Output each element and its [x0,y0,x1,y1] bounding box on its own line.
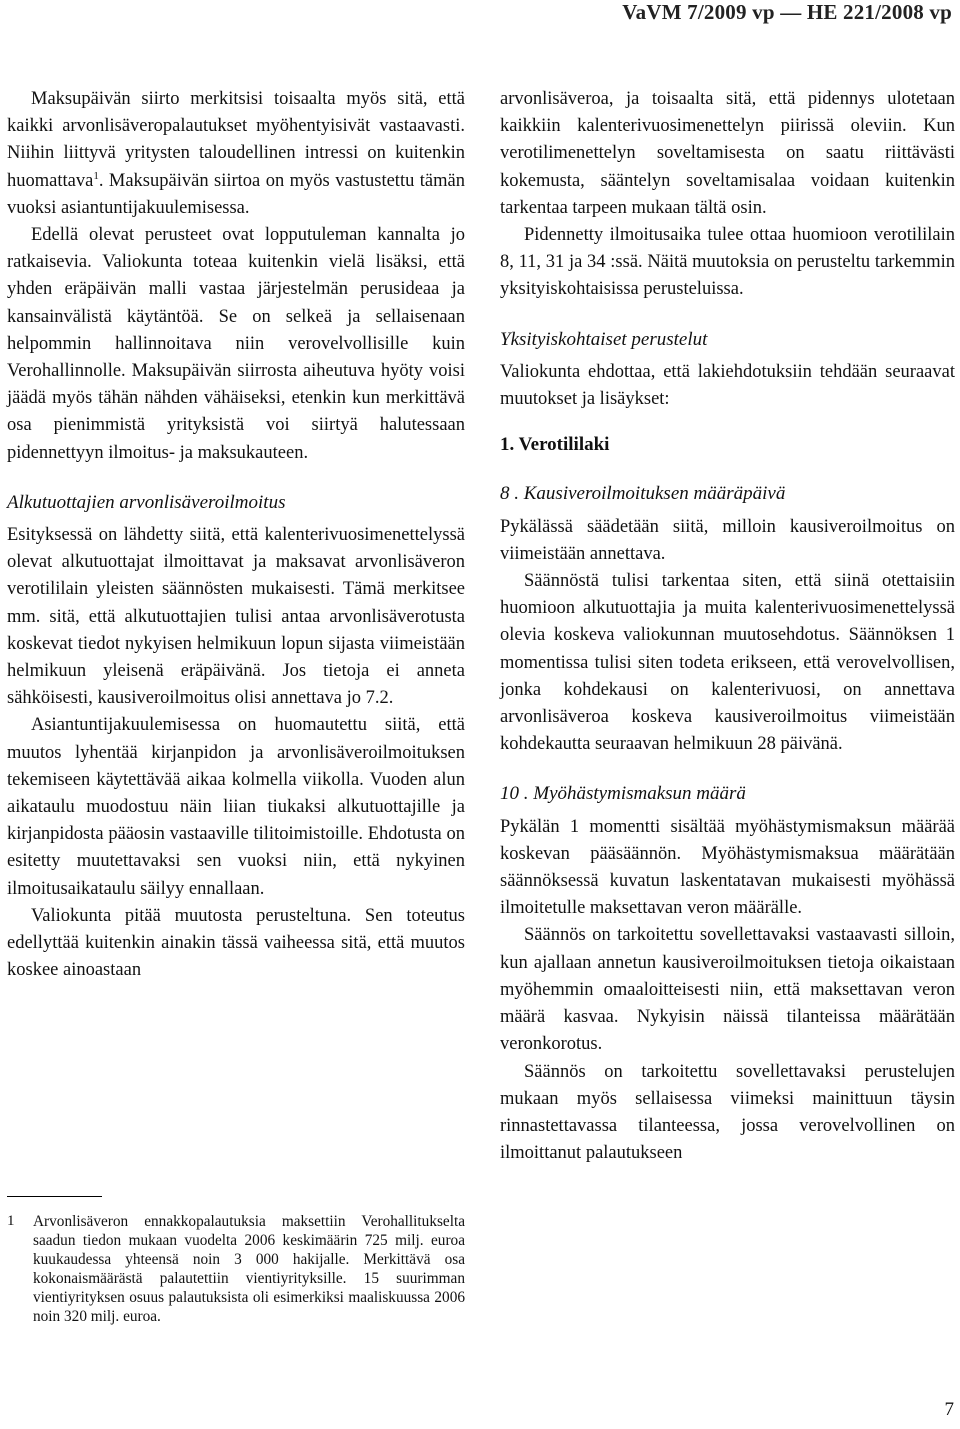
paragraph [7,86,465,222]
paragraph: Valiokunta ehdottaa, että lakiehdotuksiin tehdään seuraavat muutokset ja lisäykset: [500,361,955,410]
paragraph-text: . Maksupäivän siirtoa on myös vastustettu tämän vuoksi asiantuntijakuulemisessa. [7,170,465,218]
paragraph: Pidennetty ilmoitusaika tulee ottaa huomioon verotililain 8, 11, 31 ja 34 :ssä. Näitä muutoksia on perusteltu tarkemmin yksityiskohtaisissa perusteluissa. [500,225,955,300]
footnote-text: Arvonlisäveron ennakkopalautuksia maksettiin Verohallitukselta saadun tiedon mukaan vuodelta 2006 keskimäärin 725 milj. euroa kuukaudessa yhteensä noin 3 000 hakijalle. Merkittävä osa kokonaismäärästä palautettiin vientiyrityksille. 15 suurimman vientiyrityksen osuus palautuksista oli esimerkiksi maaliskuussa 2006 noin 320 milj. euroa. [33,1213,465,1325]
footnote-divider [7,1196,102,1197]
page-number: 7 [944,1399,954,1420]
footnote-reference: 1 [93,169,99,182]
footnote [7,1212,465,1326]
left-column [7,86,465,985]
paragraph: Esityksessä on lähdetty siitä, että kalenterivuosimenettelyssä olevat alkutuottajat ilmoittavat ja maksavat arvonlisäveron verotililain yleisten säännösten mukaisesti. Tämä merkitsee mm. sitä, että alkutuottajien tulisi antaa arvonlisäverotusta koskevat tiedot nykyisen helmikuun lopun sijasta viimeistään helmikuun yleisenä eräpäivänä. Jos tietoja ei anneta sähköisesti, kausiveroilmoitus olisi annettava jo 7.2. [7,525,465,709]
document-header: VaVM 7/2009 vp — HE 221/2008 vp [622,0,952,24]
paragraph: Säännöstä tulisi tarkentaa siten, että siinä otettaisiin huomioon alkutuottajia ja muita kalenterivuosimenettelyssä olevia koskeva valiokunnan muutosehdotus. Säännöksen 1 momentissa tulisi siten todeta erikseen, että verovelvollisen, jonka kohdekausi on kalenterivuosi, on annettava arvonlisäveroa koskeva kausiveroilmoitus viimeistään kohdekautta seuraavan helmikuun 28 päivänä. [500,571,955,755]
paragraph: Pykälän 1 momentti sisältää myöhästymismaksun määrää koskevan pääsäännön. Myöhästymismaksua määrätään säännöksessä kuvatun laskentatavan mukaisesti myöhässä ilmoitetulle maksettavan veron määrälle. [500,816,955,919]
paragraph: Asiantuntijakuulemisessa on huomautettu siitä, että muutos lyhentää kirjanpidon ja arvonlisäveroilmoituksen tekemiseen käytettävää aikaa kolmella viikolla. Vuoden alun aikataulu muodostuu näin liian tiukaksi alkutuottajille ja kirjanpidosta pääosin vastaaville tilitoimistoille. Ehdotusta on esitetty muutettavaksi sen vuoksi niin, että nykyinen ilmoitusaikataulu säilyy ennallaan. [7,715,465,899]
law-heading: 1. Verotililaki [500,434,610,456]
paragraph-text: Maksupäivän siirto merkitsisi toisaalta myös sitä, että kaikki arvonlisäveropalautukset myöhentyisivät vastaavasti. Niihin liittyvä yritysten taloudellinen intressi on kuitenkin huomattava [7,89,465,191]
footnote-number: 1 [7,1213,15,1229]
paragraph: Pykälässä säädetään siitä, milloin kausiveroilmoitus on viimeistään annettava. [500,516,955,564]
paragraph: Säännös on tarkoitettu sovellettavaksi perustelujen mukaan myös sellaisessa viimeksi mainittuun täysin rinnastettavassa tilanteessa, jossa verovelvollinen on ilmoittanut palautukseen [500,1061,955,1164]
section-heading: Yksityiskohtaiset perustelut [500,328,708,350]
section-heading: Alkutuottajien arvonlisäveroilmoitus [7,491,286,513]
section-heading: 8 . Kausiveroilmoituksen määräpäivä [500,483,786,505]
right-column [500,86,955,1167]
paragraph: Säännös on tarkoitettu sovellettavaksi vastaavasti silloin, kun ajallaan annetun kausiveroilmoituksen tietoja oikaistaan myöhemmin omaaloitteisesti niin, että maksettavan veron määrä kasvaa. Nykyisin näissä tilanteissa määrätään veronkorotus. [500,925,955,1055]
paragraph: Valiokunta pitää muutosta perusteltuna. Sen toteutus edellyttää kuitenkin ainakin tässä vaiheessa sitä, että muutos koskee ainoastaan [7,905,465,981]
section-heading: 10 . Myöhästymismaksun määrä [500,783,746,805]
paragraph: arvonlisäveroa, ja toisaalta sitä, että pidennys ulotetaan kaikkiin kalenterivuosimenettelyn piirissä oleviin. Kun verotilimenettelyn soveltamisesta on saatu riittävästi kokemusta, sääntelyn soveltamisalaa voidaan kuitenkin tarkentaa tarpeen mukaan tältä osin. [500,89,955,218]
paragraph: Edellä olevat perusteet ovat lopputuleman kannalta jo ratkaisevia. Valiokunta toteaa kuitenkin vielä lisäksi, että yhden eräpäivän malli vastaa järjestelmän perusideaa ja kansainvälistä käytäntöä. Se on selkeä ja sellaisenaan helpommin hallinnoitava niin verovelvollisille kuin Verohallinnolle. Maksupäivän siirrosta aiheutuva hyöty voisi jäädä myös tähän nähden vähäiseksi, etenkin kun merkittävä osa pienimmistä yrityksistä voi siirtyä halutessaan pidennettyyn ilmoitus- ja maksukauteen. [7,225,465,463]
